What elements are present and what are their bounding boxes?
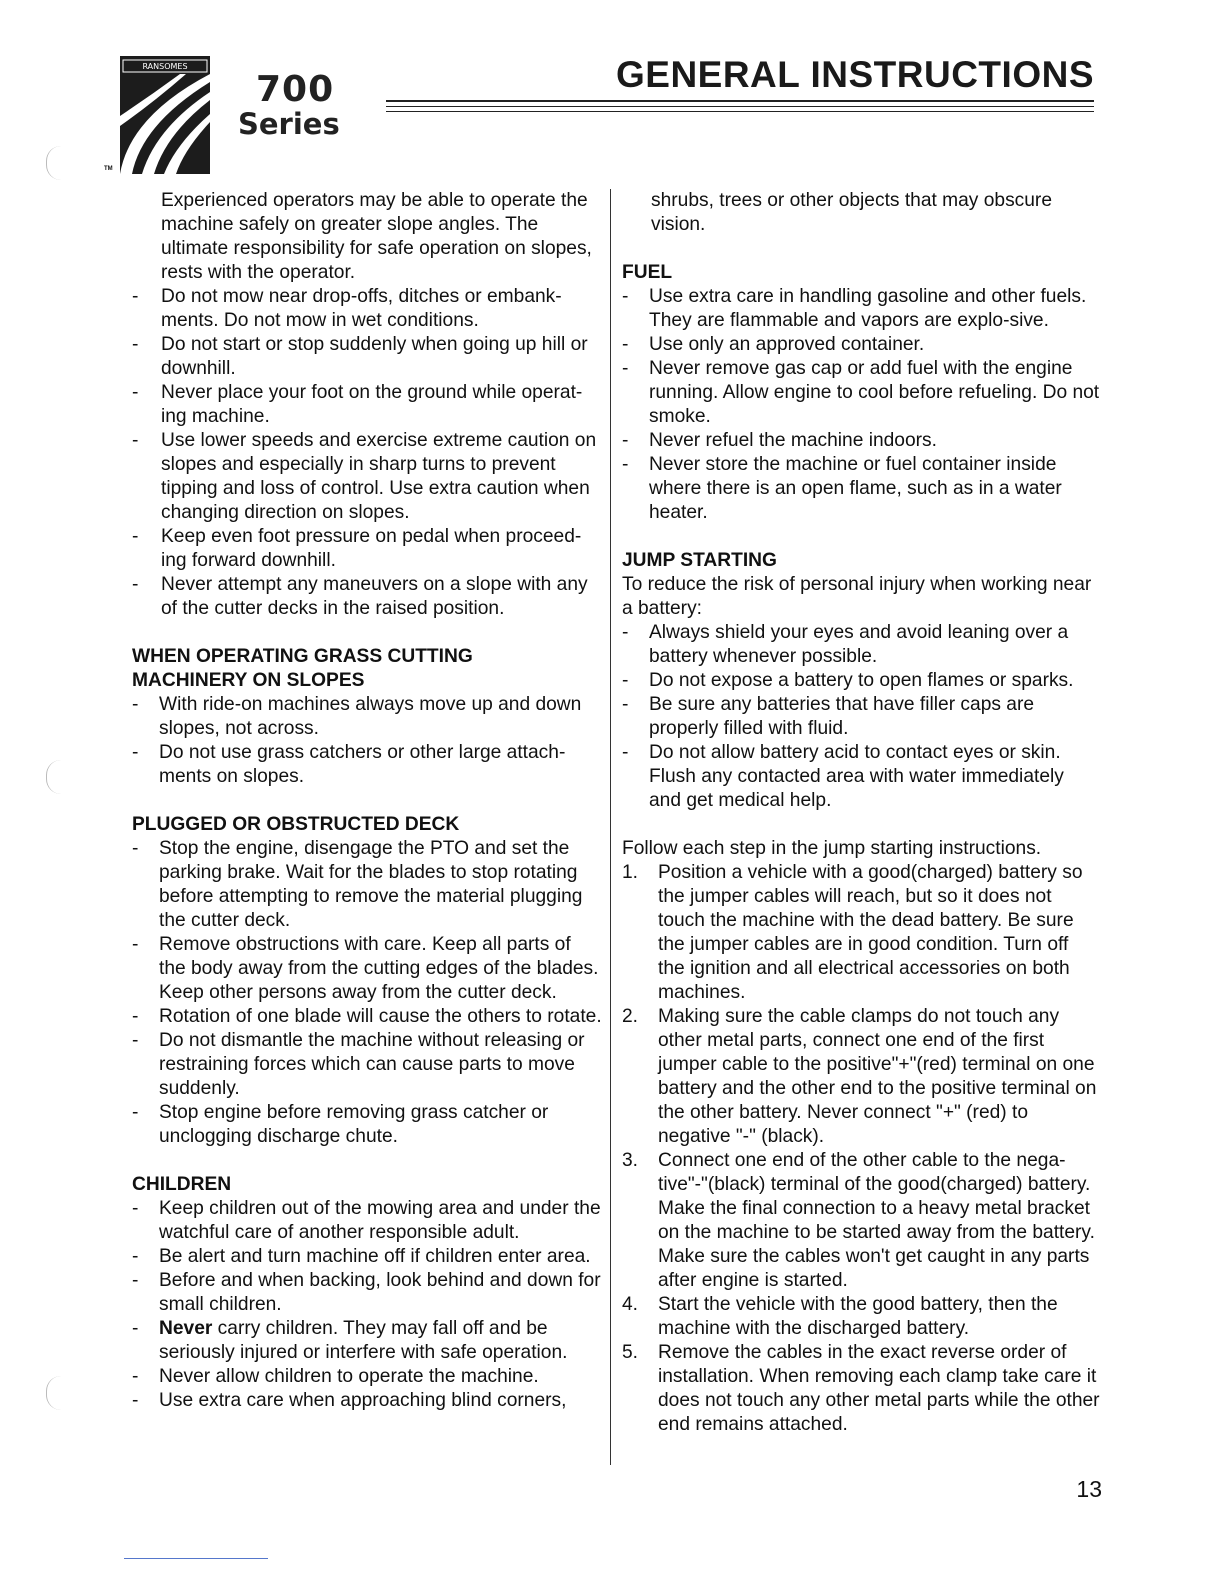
logo-brand-text: RANSOMES [142, 62, 188, 71]
list-item: - Keep children out of the mowing area and under the watchful care of another responsible adult. [132, 1197, 602, 1245]
steps-intro: Follow each step in the jump starting instructions. [622, 838, 1042, 859]
list-item: - Do not expose a battery to open flames or sparks. [622, 669, 1100, 693]
never-text: carry children. They may fall off and be seriously injured or interfere with safe operation. [159, 1318, 568, 1363]
step-number: 1. [622, 862, 639, 883]
list-item: - Remove obstructions with care. Keep all parts of the body away from the cutting edges of the blades. Keep other persons away from the cutter deck. [132, 933, 602, 1005]
children-list [132, 1197, 602, 1413]
fuel-list [622, 285, 1100, 525]
right-column [622, 189, 1100, 1437]
list-item: - Use only an approved container. [622, 333, 1100, 357]
continuation-text: shrubs, trees or other objects that may obscure vision. [651, 190, 1052, 235]
scan-margin-mark [46, 1376, 61, 1410]
column-divider [610, 189, 611, 1465]
slope-intro-paragraph: Experienced operators may be able to operate the machine safely on greater slope angles. The ultimate responsibility for safe operation on slopes, rests with the operator. [161, 190, 592, 283]
scan-margin-mark [46, 146, 61, 180]
series-label: Series [238, 107, 340, 141]
step-number: 4. [622, 1294, 639, 1315]
list-item: - With ride-on machines always move up and down slopes, not across. [132, 693, 602, 741]
page-number: 13 [1076, 1476, 1102, 1502]
list-item: - Use extra care when approaching blind corners, [132, 1389, 602, 1413]
step-item [622, 1149, 1100, 1293]
list-item: - Never allow children to operate the machine. [132, 1365, 602, 1389]
step-text: Remove the cables in the exact reverse order of installation. When removing each clamp take care it does not touch any other metal parts while the other end remains attached. [658, 1342, 1100, 1435]
list-item: - Use lower speeds and exercise extreme caution on slopes and especially in sharp turns to prevent tipping and loss of control. Use extra caution when changing direction on slopes. [132, 429, 602, 525]
slope-list [132, 285, 602, 621]
step-text: Connect one end of the other cable to the nega-tive"-"(black) terminal of the good(charged) battery. Make the final connection to a heavy metal bracket on the machine to be started away from the battery. Make sure the cables won't get caught in any parts after engine is started. [658, 1150, 1095, 1291]
list-item: - Rotation of one blade will cause the others to rotate. [132, 1005, 602, 1029]
step-number: 5. [622, 1342, 639, 1363]
list-item: - Be sure any batteries that have filler caps are properly filled with fluid. [622, 693, 1100, 741]
grass-cutting-list [132, 693, 602, 789]
grass-cutting-heading [132, 645, 602, 693]
step-item [622, 1293, 1100, 1341]
list-item: - Stop engine before removing grass catcher or unclogging discharge chute. [132, 1101, 602, 1149]
list-item: - Be alert and turn machine off if children enter area. [132, 1245, 602, 1269]
page-title: GENERAL INSTRUCTIONS [615, 54, 1094, 95]
never-bold: Never [159, 1318, 213, 1339]
list-item: - Always shield your eyes and avoid leaning over a battery whenever possible. [622, 621, 1100, 669]
list-item: - Never store the machine or fuel container inside where there is an open flame, such as in a water heater. [622, 453, 1100, 525]
list-item: - Do not mow near drop-offs, ditches or embank-ments. Do not mow in wet conditions. [132, 285, 602, 333]
step-item [622, 861, 1100, 1005]
heading-line: WHEN OPERATING GRASS CUTTING [132, 646, 473, 667]
plugged-deck-heading: PLUGGED OR OBSTRUCTED DECK [132, 814, 460, 835]
list-item: - Never refuel the machine indoors. [622, 429, 1100, 453]
step-number: 2. [622, 1006, 639, 1027]
step-text: Start the vehicle with the good battery, then the machine with the discharged battery. [658, 1294, 1058, 1339]
step-text: Position a vehicle with a good(charged) battery so the jumper cables will reach, but so it does not touch the machine with the dead battery. Be sure the jumper cables are in good condition. Turn off the ignition and all electrical accessories on both machines. [658, 862, 1083, 1003]
plugged-deck-list [132, 837, 602, 1149]
header-rule [386, 111, 1094, 112]
jump-starting-heading: JUMP STARTING [622, 550, 777, 571]
list-item: - Do not start or stop suddenly when going up hill or downhill. [132, 333, 602, 381]
list-item: - Do not allow battery acid to contact eyes or skin. Flush any contacted area with water immediately and get medical help. [622, 741, 1100, 813]
list-item: - Stop the engine, disengage the PTO and set the parking brake. Wait for the blades to stop rotating before attempting to remove the material plugging the cutter deck. [132, 837, 602, 933]
left-column [132, 189, 602, 1413]
step-text: Making sure the cable clamps do not touch any other metal parts, connect one end of the first jumper cable to the positive"+"(red) terminal on one battery and the other end to the positive terminal on the other battery. Never connect "+" (red) to negative "-" (black). [658, 1006, 1097, 1147]
series-number: 700 [256, 69, 335, 110]
ransomes-logo [120, 56, 210, 174]
step-number: 3. [622, 1150, 639, 1171]
list-item: - Never remove gas cap or add fuel with the engine running. Allow engine to cool before refueling. Do not smoke. [622, 357, 1100, 429]
battery-safety-list [622, 621, 1100, 813]
header-rule [386, 100, 1094, 102]
step-item [622, 1341, 1100, 1437]
list-item: - Never attempt any maneuvers on a slope with any of the cutter decks in the raised position. [132, 573, 602, 621]
trademark-mark: TM [104, 166, 113, 172]
heading-line: MACHINERY ON SLOPES [132, 670, 365, 691]
children-heading: CHILDREN [132, 1174, 232, 1195]
list-item: - Use extra care in handling gasoline and other fuels. They are flammable and vapors are explo-sive. [622, 285, 1100, 333]
list-item: - Do not dismantle the machine without releasing or restraining forces which can cause parts to move suddenly. [132, 1029, 602, 1101]
list-item: - Do not use grass catchers or other large attach-ments on slopes. [132, 741, 602, 789]
jump-intro: To reduce the risk of personal injury when working near a battery: [622, 574, 1092, 619]
list-item [132, 1317, 602, 1365]
jump-steps-list [622, 861, 1100, 1437]
list-item: - Never place your foot on the ground while operat-ing machine. [132, 381, 602, 429]
list-item: - Keep even foot pressure on pedal when proceed-ing forward downhill. [132, 525, 602, 573]
list-item: - Before and when backing, look behind and down for small children. [132, 1269, 602, 1317]
scan-margin-mark [46, 760, 61, 794]
header-rule [386, 106, 1094, 107]
fuel-heading: FUEL [622, 262, 673, 283]
step-item [622, 1005, 1100, 1149]
bottom-rule [124, 1558, 268, 1559]
